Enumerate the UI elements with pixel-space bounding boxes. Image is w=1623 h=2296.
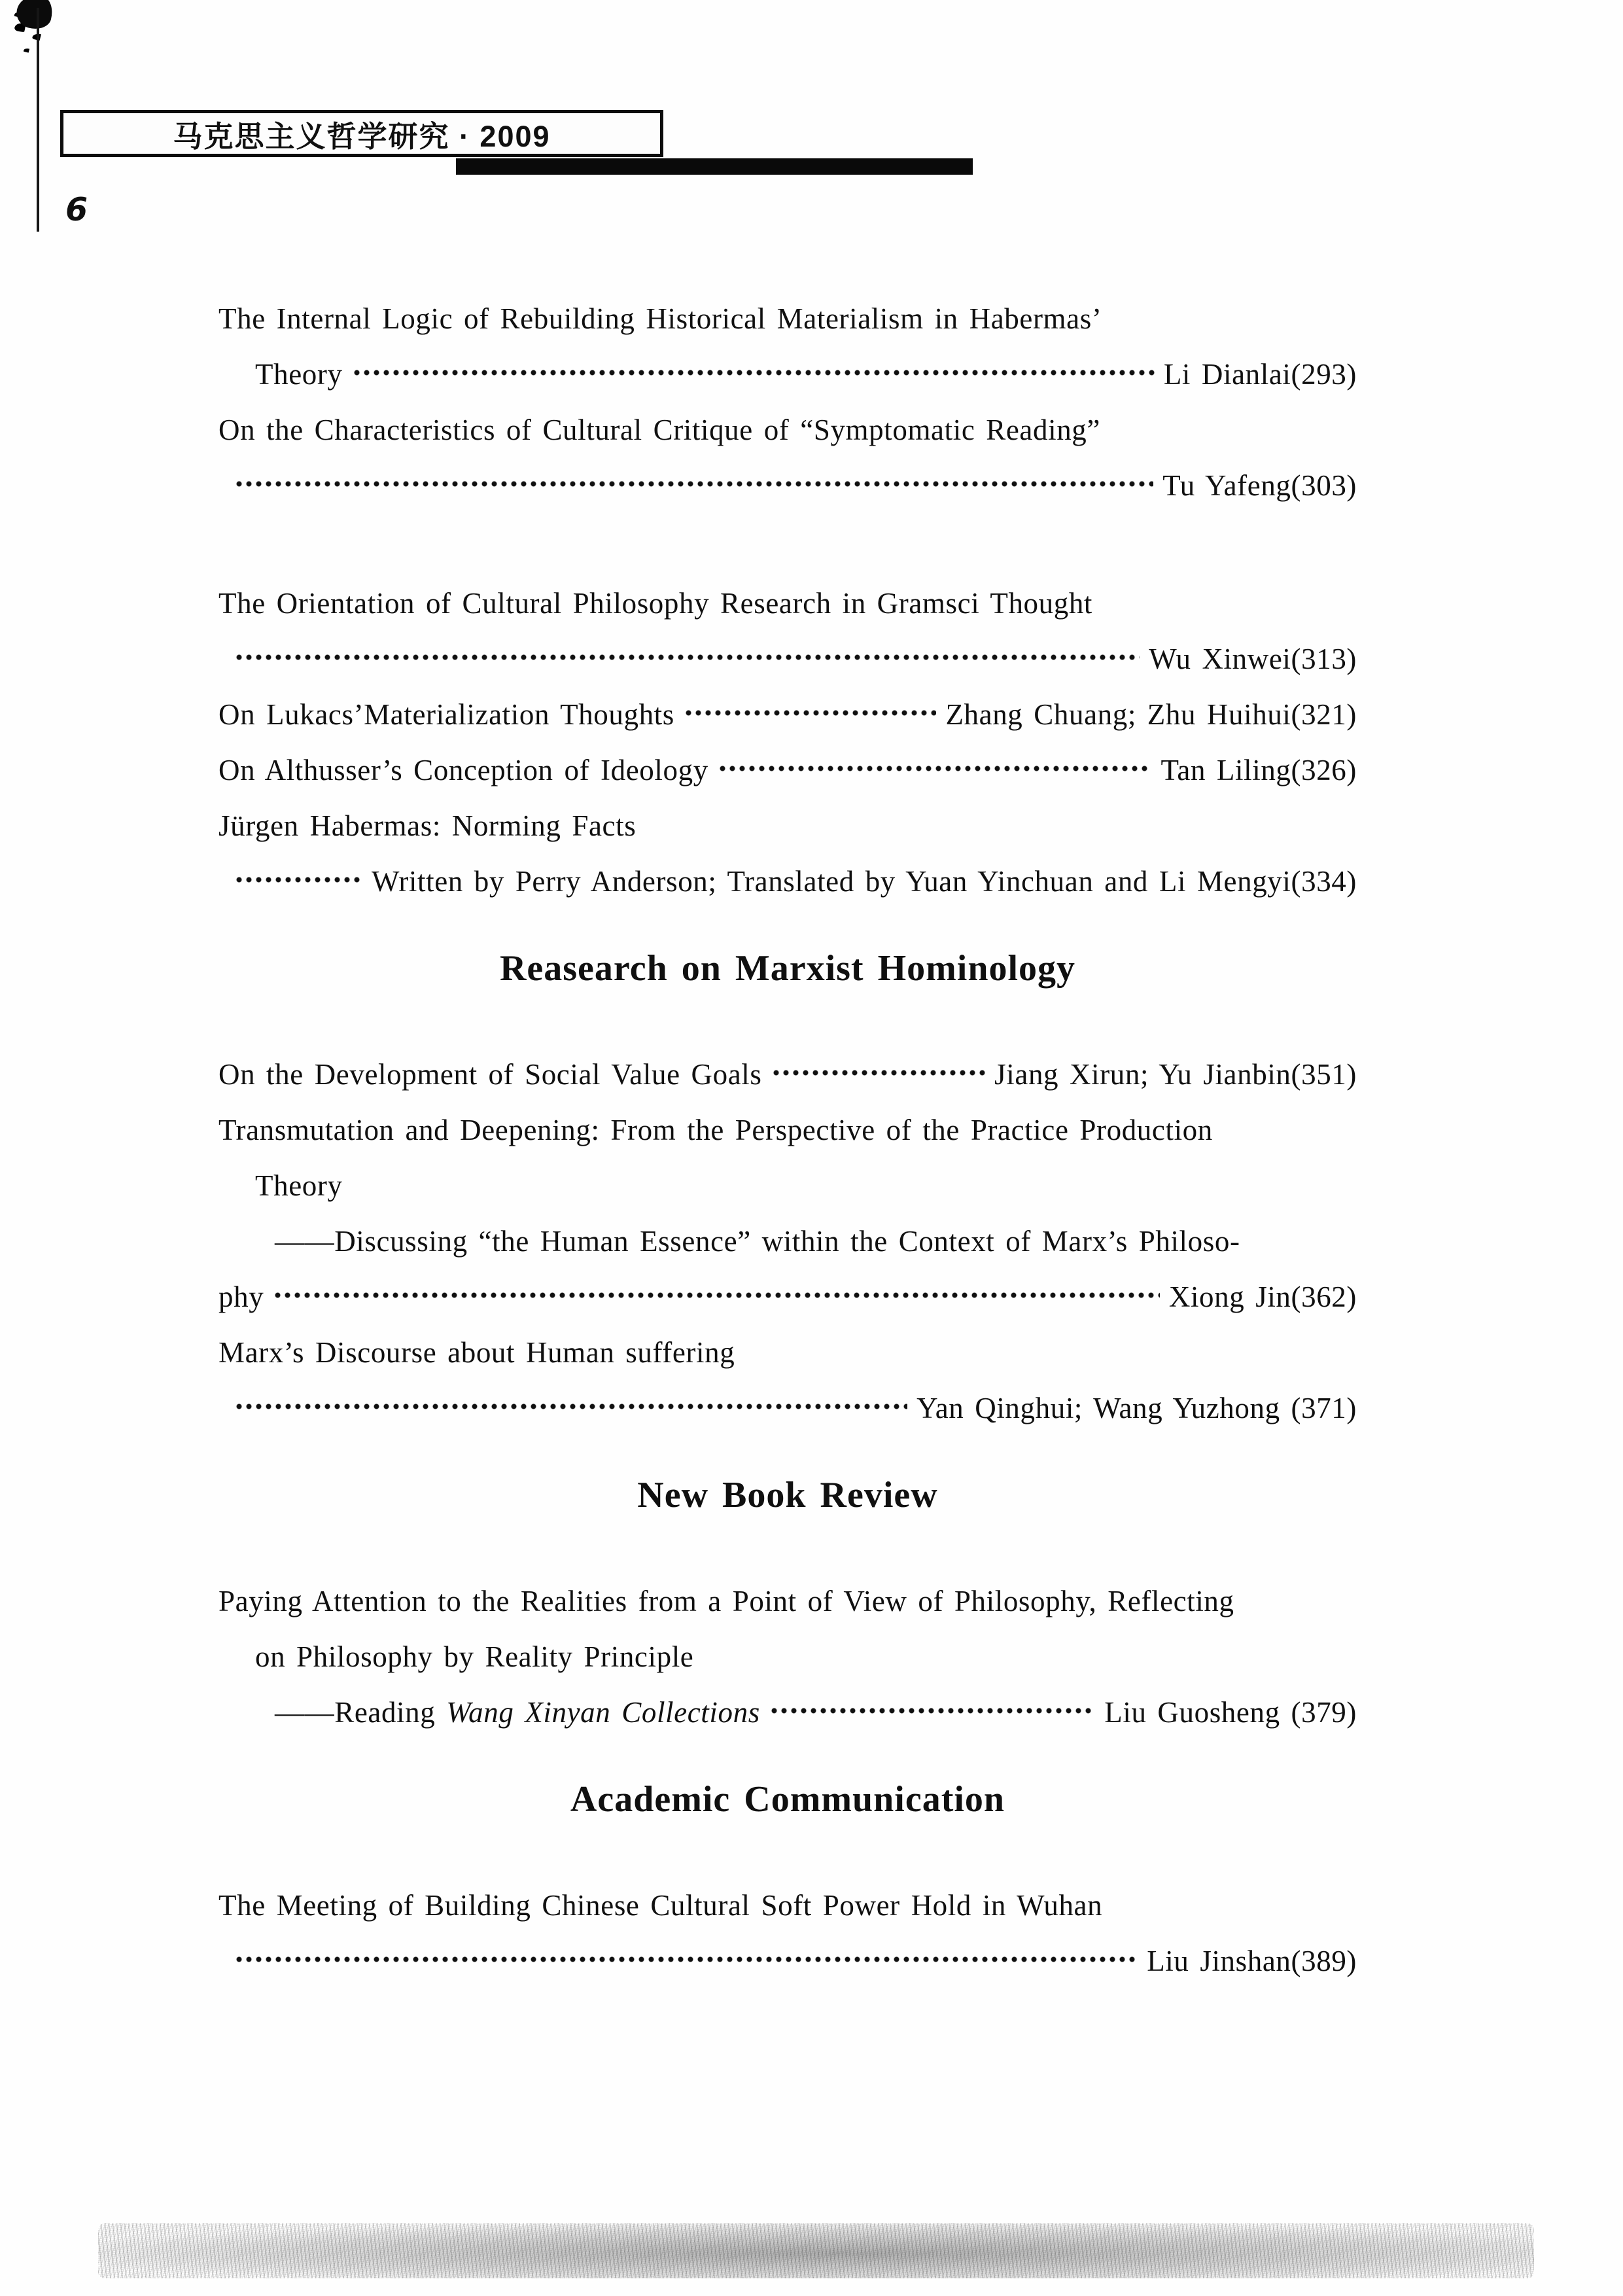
entry-title: phy xyxy=(218,1280,264,1313)
entry-title: ——Reading Wang Xinyan Collections xyxy=(275,1696,760,1729)
toc-entry-line xyxy=(218,1214,1357,1269)
dotted-leader xyxy=(352,347,1155,402)
toc-entry-line xyxy=(218,402,1357,458)
toc-section xyxy=(218,1770,1357,1989)
header-black-bar xyxy=(456,158,973,175)
entry-title: On the Characteristics of Cultural Critique of “Symptomatic Reading” xyxy=(218,414,1100,446)
toc-entry-line xyxy=(218,347,1357,402)
entry-author-page: Liu Jinshan(389) xyxy=(1147,1945,1357,1977)
toc-entry-line xyxy=(218,1685,1357,1740)
dotted-leader xyxy=(234,854,362,910)
ink-smudge-artifact xyxy=(14,0,56,33)
toc-entry-line xyxy=(218,576,1357,631)
entry-author-page: Xiong Jin(362) xyxy=(1168,1280,1357,1313)
dotted-leader xyxy=(718,743,1152,798)
dotted-leader xyxy=(234,631,1140,687)
entry-author-page: Tan Liling(326) xyxy=(1161,754,1357,786)
page-number: 6 xyxy=(65,191,88,228)
entry-author-page: Liu Guosheng (379) xyxy=(1104,1696,1357,1729)
toc-entry-line xyxy=(218,1269,1357,1325)
dotted-leader xyxy=(234,1934,1138,1989)
entry-title: Theory xyxy=(255,1169,343,1202)
dotted-leader xyxy=(769,1685,1095,1740)
entry-title: Paying Attention to the Realities from a Point of View of Philosophy, Reflecting xyxy=(218,1585,1234,1617)
entry-title: Transmutation and Deepening: From the Perspective of the Practice Production xyxy=(218,1114,1213,1146)
toc-entry-line xyxy=(218,1047,1357,1103)
entry-author-page: Yan Qinghui; Wang Yuzhong (371) xyxy=(916,1392,1357,1424)
entry-author-page: Li Dianlai(293) xyxy=(1163,358,1357,391)
section-heading: Academic Communication xyxy=(570,1779,1005,1820)
toc-entry-line xyxy=(218,1381,1357,1436)
toc-section xyxy=(218,291,1357,910)
entry-title: Theory xyxy=(255,358,343,391)
entry-title: On Althusser’s Conception of Ideology xyxy=(218,754,708,786)
toc-section xyxy=(218,939,1357,1436)
toc-entry-line xyxy=(218,1878,1357,1934)
entry-title: The Meeting of Building Chinese Cultural Soft Power Hold in Wuhan xyxy=(218,1889,1103,1922)
toc-sections xyxy=(218,291,1357,1989)
entry-title: On the Development of Social Value Goals xyxy=(218,1058,762,1091)
dotted-leader xyxy=(234,1381,907,1436)
entry-author-page: Jiang Xirun; Yu Jianbin(351) xyxy=(994,1058,1357,1091)
entry-title: Jürgen Habermas: Norming Facts xyxy=(218,809,637,842)
toc-entry-line xyxy=(218,458,1357,514)
entry-title: On Lukacs’Materialization Thoughts xyxy=(218,698,674,731)
toc-entry-line xyxy=(218,1103,1357,1158)
entry-author-page: Wu Xinwei(313) xyxy=(1149,643,1357,675)
toc-entry-line xyxy=(218,1629,1357,1685)
toc-entry-line xyxy=(218,1325,1357,1381)
scan-noise-band xyxy=(98,2223,1534,2278)
entry-title: The Internal Logic of Rebuilding Historical Materialism in Habermas’ xyxy=(218,302,1102,335)
entry-title: on Philosophy by Reality Principle xyxy=(255,1640,694,1673)
entry-author-page: Written by Perry Anderson; Translated by Yuan Yinchuan and Li Mengyi(334) xyxy=(372,865,1357,898)
toc-entry-line xyxy=(218,1934,1357,1989)
left-margin-rule xyxy=(37,8,39,232)
section-heading: Reasearch on Marxist Hominology xyxy=(499,948,1076,989)
dotted-leader xyxy=(684,687,937,743)
toc-entry-line xyxy=(218,798,1357,854)
section-heading: New Book Review xyxy=(637,1475,938,1515)
journal-title: 马克思主义哲学研究 · 2009 xyxy=(173,119,551,153)
entry-author-page: Tu Yafeng(303) xyxy=(1162,469,1357,502)
toc-entry-line xyxy=(218,291,1357,347)
dotted-leader xyxy=(234,458,1153,514)
toc-entry-line xyxy=(218,1574,1357,1629)
entry-title-italic: Wang Xinyan Collections xyxy=(446,1696,760,1729)
entry-title: The Orientation of Cultural Philosophy Research in Gramsci Thought xyxy=(218,587,1093,620)
toc-entry-line xyxy=(218,687,1357,743)
entry-author-page: Zhang Chuang; Zhu Huihui(321) xyxy=(945,698,1357,731)
toc-entry-line xyxy=(218,743,1357,798)
entry-title: ——Discussing “the Human Essence” within the Context of Marx’s Philoso- xyxy=(275,1225,1240,1258)
toc-entry-line xyxy=(218,631,1357,687)
toc-entry-line xyxy=(218,1158,1357,1214)
dotted-leader xyxy=(273,1269,1160,1325)
toc-section xyxy=(218,1466,1357,1740)
toc-entry-line xyxy=(218,854,1357,910)
journal-header-box xyxy=(60,110,663,157)
entry-title: Marx’s Discourse about Human suffering xyxy=(218,1336,735,1369)
dotted-leader xyxy=(771,1047,986,1103)
